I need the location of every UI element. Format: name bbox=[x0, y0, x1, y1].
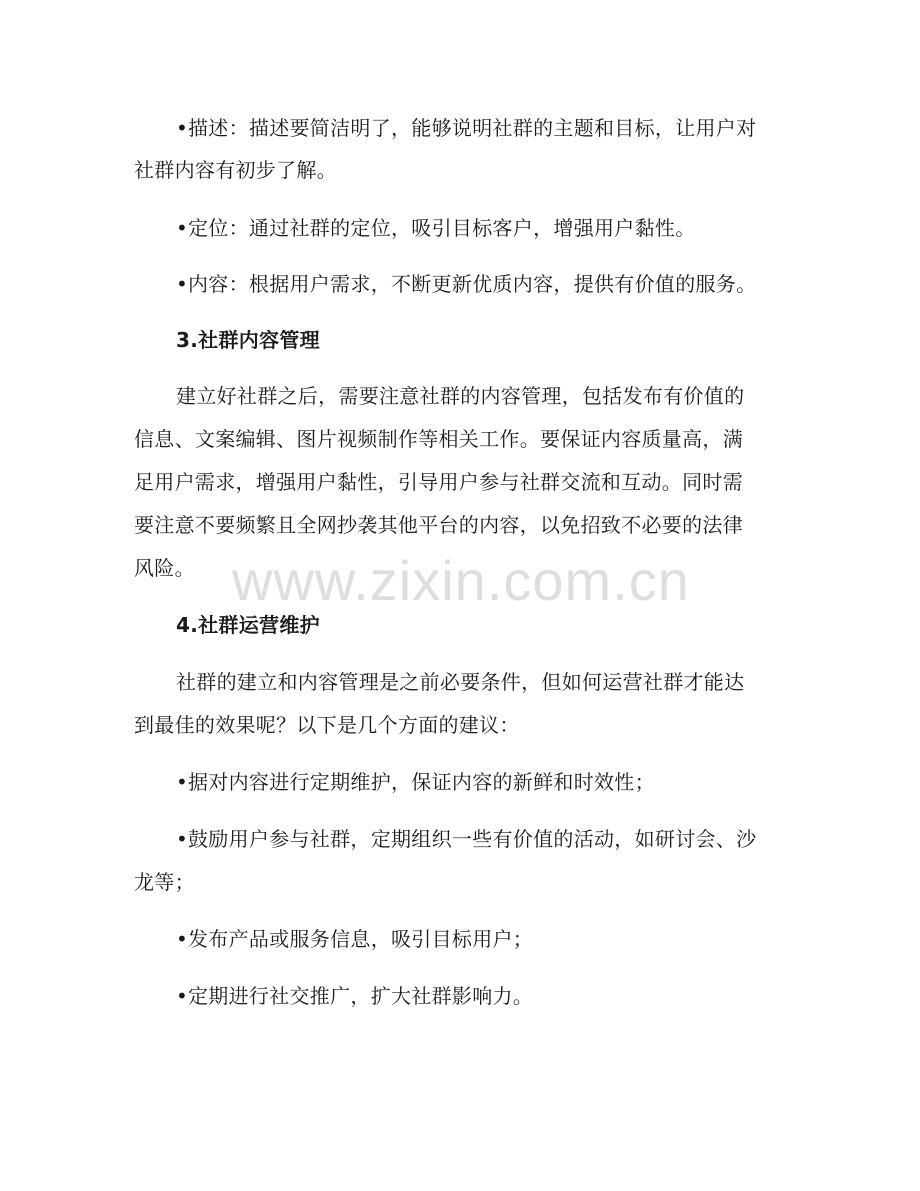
paragraph-line: 风险。 bbox=[134, 556, 195, 580]
bullet-dot: • bbox=[176, 216, 189, 240]
paragraph-line: 到最佳的效果呢？以下是几个方面的建议： bbox=[134, 713, 520, 737]
paragraph-line: 足用户需求，增强用户黏性，引导用户参与社群交流和互动。同时需 bbox=[134, 470, 743, 494]
bullet-text: 据对内容进行定期维护，保证内容的新鲜和时效性； bbox=[188, 770, 655, 794]
bullet-text: 定位：通过社群的定位，吸引目标客户，增强用户黏性。 bbox=[188, 216, 696, 240]
bullet-text: 定期进行社交推广，扩大社群影响力。 bbox=[188, 984, 534, 1008]
paragraph-line: 要注意不要频繁且全网抄袭其他平台的内容，以免招致不必要的法律 bbox=[134, 513, 743, 537]
section-heading-content-management: 3.社群内容管理 bbox=[176, 328, 320, 352]
paragraph-line: 建立好社群之后，需要注意社群的内容管理，包括发布有价值的 bbox=[176, 384, 745, 408]
section-heading-operation-maintenance: 4.社群运营维护 bbox=[176, 613, 320, 637]
bullet-item-encourage-users-continued: 龙等； bbox=[134, 870, 195, 894]
bullet-item-social-promotion bbox=[176, 982, 533, 1010]
bullet-item-encourage-users bbox=[176, 825, 756, 853]
bullet-item-publish-info bbox=[176, 925, 533, 953]
paragraph-line: 社群的建立和内容管理是之前必要条件，但如何运营社群才能达 bbox=[176, 670, 745, 694]
bullet-dot: • bbox=[176, 984, 189, 1008]
bullet-text: 描述：描述要简洁明了，能够说明社群的主题和目标，让用户对 bbox=[188, 116, 757, 140]
watermark: www.zixin.com.cn bbox=[232, 549, 690, 612]
bullet-text: 鼓励用户参与社群，定期组织一些有价值的活动，如研讨会、沙 bbox=[188, 827, 757, 851]
paragraph-line: 信息、文案编辑、图片视频制作等相关工作。要保证内容质量高，满 bbox=[134, 427, 743, 451]
bullet-item-description-continued: 社群内容有初步了解。 bbox=[134, 158, 337, 182]
bullet-item-positioning bbox=[176, 214, 696, 242]
bullet-dot: • bbox=[176, 827, 189, 851]
bullet-dot: • bbox=[176, 272, 189, 296]
bullet-text: 发布产品或服务信息，吸引目标用户； bbox=[188, 927, 534, 951]
bullet-dot: • bbox=[176, 770, 189, 794]
bullet-dot: • bbox=[176, 927, 189, 951]
bullet-text: 内容：根据用户需求，不断更新优质内容，提供有价值的服务。 bbox=[188, 272, 757, 296]
bullet-dot: • bbox=[176, 116, 189, 140]
bullet-item-maintenance bbox=[176, 768, 655, 796]
bullet-item-description bbox=[176, 114, 756, 142]
bullet-item-content bbox=[176, 270, 756, 298]
